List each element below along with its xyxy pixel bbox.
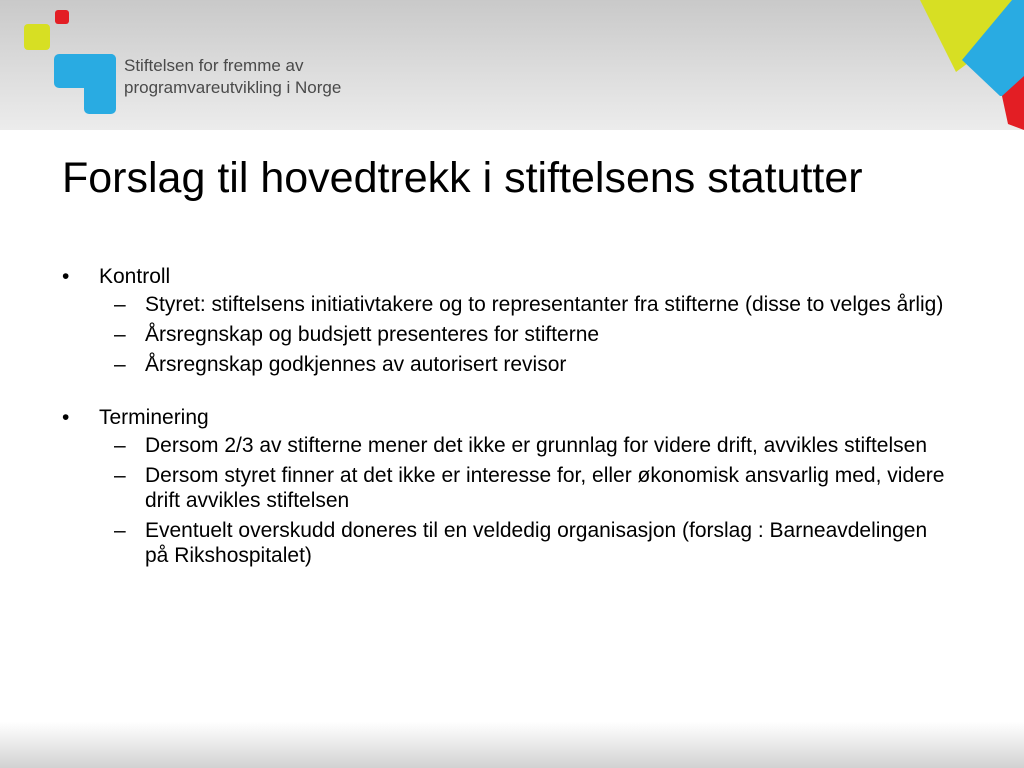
sub-marker: – — [114, 353, 126, 376]
sub-item — [0, 292, 955, 317]
bullet-item — [0, 262, 1024, 292]
section-kontroll — [0, 262, 1024, 377]
sub-item-text: Dersom 2/3 av stifterne mener det ikke er grunnlag for videre drift, avvikles stiftelsen — [145, 434, 928, 457]
sub-item — [0, 352, 955, 377]
sub-item-text: Årsregnskap godkjennes av autorisert revisor — [145, 353, 567, 376]
sub-marker: – — [114, 464, 126, 487]
corner-decoration-icon — [884, 0, 1024, 130]
section-terminering — [0, 403, 1024, 568]
organization-name-line1: Stiftelsen for fremme av — [124, 56, 304, 75]
sub-item-text: Dersom styret finner at det ikke er interesse for, eller økonomisk ansvarlig med, videre drift avvikles stiftelsen — [145, 464, 945, 512]
sub-item — [0, 518, 955, 568]
bullet-marker: • — [62, 265, 70, 288]
sub-marker: – — [114, 519, 126, 542]
sub-item-text: Eventuelt overskudd doneres til en veldedig organisasjon (forslag : Barneavdelingen på Rikshospitalet) — [145, 519, 928, 567]
sub-marker: – — [114, 434, 126, 457]
organization-name — [124, 55, 341, 99]
sub-item — [0, 322, 955, 347]
puzzle-logo-icon — [22, 8, 122, 118]
bullet-heading: Kontroll — [99, 265, 171, 288]
sub-item — [0, 433, 955, 458]
slide-title: Forslag til hovedtrekk i stiftelsens statutter — [62, 154, 863, 202]
bullet-heading: Terminering — [99, 406, 209, 429]
organization-name-line2: programvareutvikling i Norge — [124, 78, 342, 97]
sub-marker: – — [114, 293, 126, 316]
sub-marker: – — [114, 323, 126, 346]
sub-item-text: Styret: stiftelsens initiativtakere og to representanter fra stifterne (disse to velges årlig) — [145, 293, 944, 316]
bullet-marker: • — [62, 406, 70, 429]
sub-item-text: Årsregnskap og budsjett presenteres for stifterne — [145, 323, 600, 346]
footer-band — [0, 722, 1024, 768]
sub-item — [0, 463, 955, 513]
bullet-item — [0, 403, 1024, 433]
slide-content — [0, 262, 1024, 594]
